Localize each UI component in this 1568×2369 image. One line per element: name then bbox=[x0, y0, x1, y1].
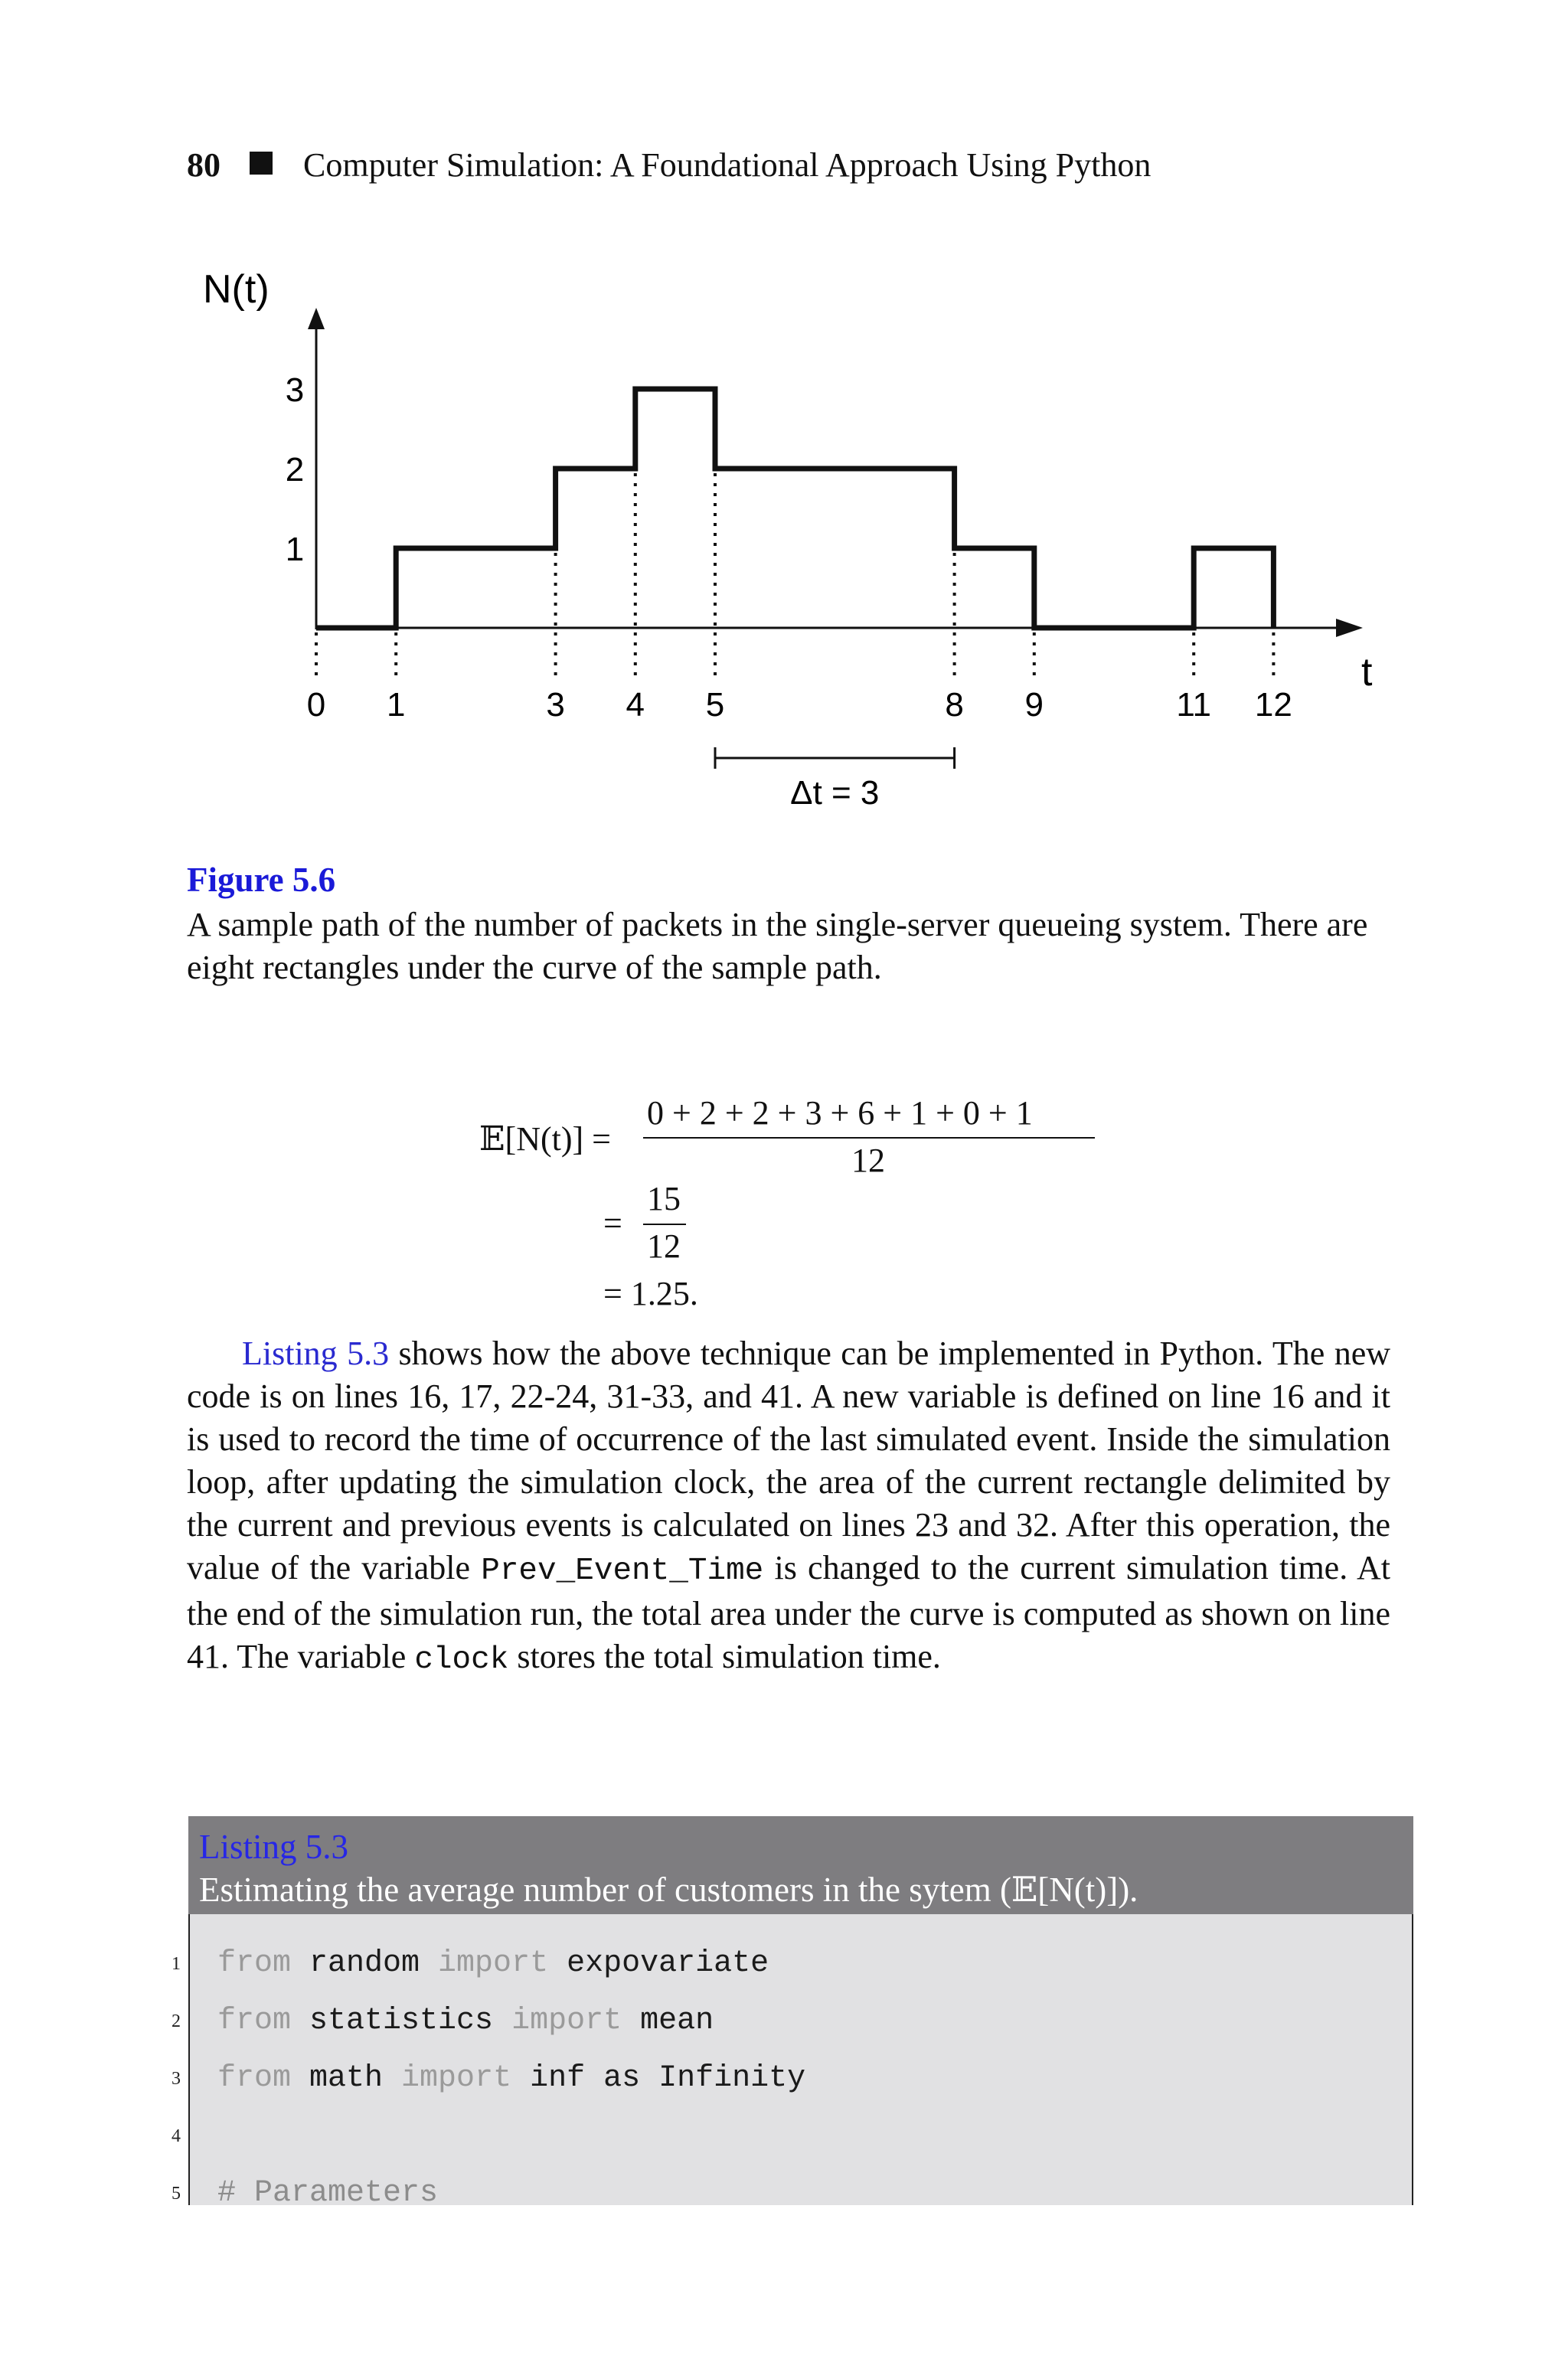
y-tick-label: 3 bbox=[285, 371, 305, 409]
y-tick-label: 1 bbox=[285, 531, 305, 568]
x-axis-label: t bbox=[1361, 650, 1373, 694]
fraction-bar bbox=[643, 1137, 1095, 1139]
line-number: 1 bbox=[172, 1954, 181, 1974]
y-tick-label: 2 bbox=[285, 451, 305, 489]
y-axis-label: N(t) bbox=[203, 267, 270, 312]
listing-reference-link[interactable]: Listing 5.3 bbox=[242, 1335, 390, 1372]
code-block bbox=[188, 1914, 1413, 2211]
equation-numerator-2: 15 bbox=[647, 1180, 681, 1217]
x-tick-label: 12 bbox=[1254, 686, 1292, 724]
code-line: from random import expovariate bbox=[217, 1946, 769, 1981]
inline-code-prev-event-time: Prev_Event_Time bbox=[481, 1554, 764, 1589]
equation-denominator-2: 12 bbox=[647, 1227, 681, 1265]
code-line: from statistics import mean bbox=[217, 2004, 714, 2038]
equation-lhs: 𝔼[N(t)] = bbox=[479, 1120, 611, 1158]
line-number: 4 bbox=[172, 2126, 181, 2146]
paragraph-text-1: shows how the above technique can be implemented in Python. The new code is on lines 16, 17, 22-24, 31-33, and 41. A new variable is defined on line 16 and it is used to record the time of occurrence of the last simulated event. Inside the simulation loop, after updating the simulation clock, the area of the current rectangle delimited by the current and previous events is calculated on lines 23 and 32. After this operation, the value of the variable bbox=[187, 1335, 1390, 1586]
x-tick-label: 11 bbox=[1176, 686, 1212, 724]
code-comment: # Parameters bbox=[217, 2176, 439, 2211]
inline-code-clock: clock bbox=[414, 1642, 509, 1678]
x-tick-label: 3 bbox=[546, 686, 565, 724]
paragraph-text-3: stores the total simulation time. bbox=[508, 1638, 941, 1675]
listing-title: Estimating the average number of customers in the sytem (𝔼[N(t)]). bbox=[199, 1871, 1138, 1909]
x-tick-label: 0 bbox=[306, 686, 326, 724]
x-tick-label: 5 bbox=[705, 686, 725, 724]
sample-path-chart bbox=[0, 0, 1568, 858]
x-axis-arrow-icon bbox=[1336, 619, 1363, 637]
book-title: Computer Simulation: A Foundational Approach Using Python bbox=[303, 146, 1152, 184]
line-number: 3 bbox=[172, 2069, 181, 2089]
equation-numerator: 0 + 2 + 2 + 3 + 6 + 1 + 0 + 1 bbox=[647, 1094, 1033, 1132]
x-tick-label: 4 bbox=[626, 686, 645, 724]
x-tick-label: 8 bbox=[945, 686, 964, 724]
listing-header bbox=[188, 1816, 1413, 1914]
body-paragraph bbox=[187, 1332, 1390, 1681]
figure-label: Figure 5.6 bbox=[187, 861, 336, 899]
equation-equals: = bbox=[603, 1204, 622, 1242]
figure-caption: A sample path of the number of packets in the single-server queueing system. There are eight rectangles under the curve of the sample path. bbox=[187, 906, 1368, 986]
fraction-bar-2 bbox=[643, 1224, 686, 1225]
line-number: 5 bbox=[172, 2184, 181, 2204]
line-number: 2 bbox=[172, 2011, 181, 2031]
y-axis-arrow-icon bbox=[308, 308, 325, 329]
paragraph-text-2: is changed to the current simulation time. At the end of the simulation run, the total area under the curve is computed as shown on line 41. The variable bbox=[187, 1549, 1390, 1675]
x-tick-label: 1 bbox=[386, 686, 406, 724]
sample-path-line bbox=[316, 389, 1273, 628]
equation-denominator: 12 bbox=[851, 1142, 885, 1179]
code-line: from math import inf as Infinity bbox=[217, 2061, 806, 2096]
x-tick-label: 9 bbox=[1024, 686, 1044, 724]
delta-t-annotation: Δt = 3 bbox=[790, 774, 880, 812]
listing-label: Listing 5.3 bbox=[199, 1828, 349, 1866]
equation-result: = 1.25. bbox=[603, 1275, 698, 1312]
page-number: 80 bbox=[187, 146, 220, 184]
